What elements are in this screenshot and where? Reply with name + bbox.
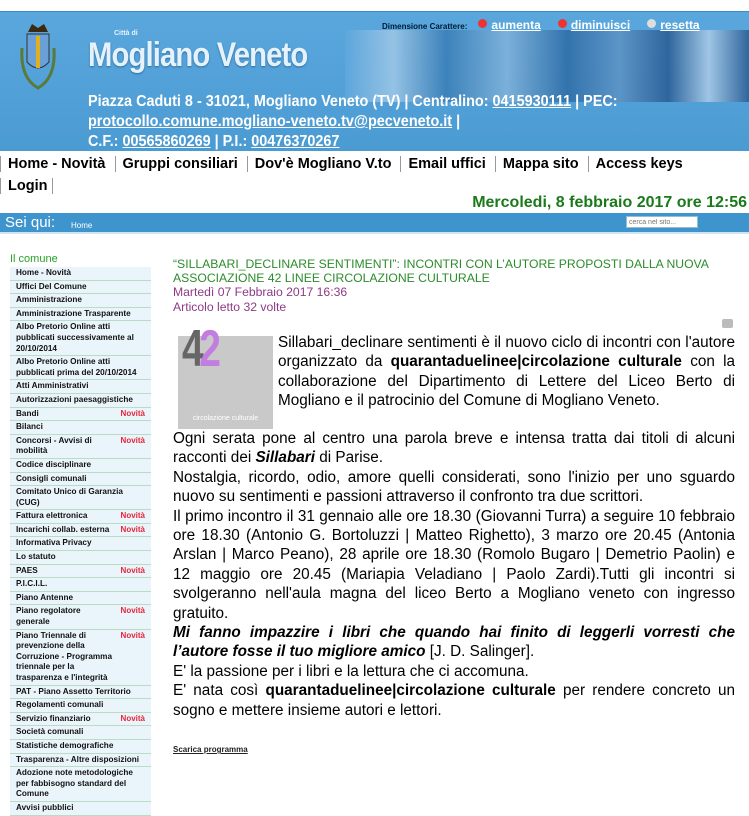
paragraph: Ogni serata pone al centro una parola breve e intensa tratta dai titoli di alcuni racconti dei Sillabari di Parise.: [173, 430, 735, 467]
pec-email-link[interactable]: protocollo.comune.mogliano-veneto.tv@pecveneto.it: [88, 113, 453, 130]
sidebar-item-label: Comitato Unico di Garanzia (CUG): [16, 487, 123, 507]
sidebar-item[interactable]: [10, 551, 151, 565]
site-header: [0, 11, 749, 151]
paragraph: E' la passione per i libri e la lettura che ci accomuna.: [173, 662, 529, 680]
paragraph: Il primo incontro il 31 gennaio alle ore 18.30 (Giovanni Turra) a seguire 10 febbraio ore 18.30 (Antonio G. Bortoluzzi | Matteo Righetto), 3 marzo ore 20.45 (Antonia Arslan | Marco Peano), 28 aprile ore 18.30 (Romolo Bugaro | Demetrio Paolin) e 12 maggio ore 20.45 (Mariapia Veladiano | Paolo Zardi).Tutti gli incontri si svolgeranno nell'aula magna del liceo Berto a Mogliano veneto con ingresso gratuito.: [173, 507, 735, 622]
nav-gruppi-consiliari[interactable]: Gruppi consiliari: [115, 156, 243, 172]
article-read-count: Articolo letto 32 volte: [173, 300, 287, 314]
sidebar-item[interactable]: [10, 802, 151, 816]
nav-home[interactable]: Home - Novità: [0, 156, 111, 172]
article-body: [173, 320, 736, 760]
new-badge: Novità: [120, 713, 145, 723]
sidebar-item-label: Home - Novità: [16, 268, 72, 277]
top-navigation: [0, 153, 690, 197]
phone-link[interactable]: 0415930111: [492, 93, 572, 110]
new-badge: Novità: [120, 630, 145, 640]
sidebar-item-label: Informativa Privacy: [16, 538, 92, 548]
paragraph: E' nata così quarantaduelinee|circolazione culturale per rendere concreto un sogno e mettere insieme autori e lettori.: [173, 682, 735, 719]
sidebar-item[interactable]: [10, 713, 151, 727]
pi-label: | P.I.:: [210, 133, 252, 150]
sidebar-item[interactable]: [10, 510, 151, 524]
sidebar-item[interactable]: [10, 308, 151, 322]
association-logo-image: [178, 320, 273, 429]
site-title[interactable]: Mogliano Veneto: [88, 36, 308, 74]
nav-login[interactable]: Login: [0, 178, 52, 194]
sidebar-title: Il comune: [10, 253, 58, 265]
sidebar-item[interactable]: [10, 754, 151, 768]
pi-link[interactable]: 00476370267: [251, 133, 340, 150]
sidebar-item[interactable]: [10, 767, 151, 802]
sidebar-item[interactable]: [10, 565, 151, 579]
current-date: Mercoledi, 8 febbraio 2017 ore 12:56: [472, 194, 747, 211]
font-decrease-link[interactable]: diminuisci: [570, 18, 631, 32]
sidebar-item-label: P.I.C.I.L.: [16, 579, 48, 589]
logo-digit: 2: [199, 320, 217, 378]
new-badge: Novità: [120, 408, 145, 418]
sidebar-item-label: Consigli comunali: [16, 473, 87, 483]
sidebar-item-label: PAT - Piano Assetto Territorio: [16, 686, 131, 696]
new-badge: Novità: [120, 606, 145, 616]
font-reset-link[interactable]: resetta: [660, 18, 700, 32]
sidebar-item-label: Incarichi collab. esterna: [16, 524, 110, 534]
sidebar-item-label: Società comunali: [16, 727, 84, 737]
sidebar-item-label: Albo Pretorio Online atti pubblicati prima del 20/10/2014: [16, 357, 137, 377]
logo-digit: 4: [182, 320, 200, 378]
breadcrumb-label: Sei qui:: [5, 214, 56, 231]
sidebar-item-label: Regolamenti comunali: [16, 700, 104, 710]
sidebar-item-label: Albo Pretorio Online atti pubblicati successivamente al 20/10/2014: [16, 322, 134, 353]
new-badge: Novità: [120, 565, 145, 575]
sidebar-item-label: Statistiche demografiche: [16, 740, 114, 750]
article-date: Martedì 07 Febbraio 2017 16:36: [173, 285, 348, 299]
sidebar-item-label: Atti Amministrativi: [16, 381, 89, 391]
font-size-label: Dimensione Carattere:: [382, 22, 468, 31]
plus-icon: [478, 19, 487, 28]
sidebar-item-label: Fattura elettronica: [16, 511, 88, 521]
sidebar-item[interactable]: [10, 267, 151, 281]
sidebar-item-label: Piano regolatore generale: [16, 606, 81, 627]
paragraph: Nostalgia, ricordo, odio, amore quelli considerati, sono l'inizio per uno sguardo nuovo su sentimenti e passioni attraverso il confronto tra due scrittori.: [173, 468, 735, 506]
sidebar-item[interactable]: [10, 435, 151, 459]
breadcrumb: [0, 213, 749, 234]
sidebar-menu: [10, 267, 151, 816]
sidebar-item[interactable]: [10, 699, 151, 713]
breadcrumb-home[interactable]: Home: [71, 221, 93, 230]
sidebar-item[interactable]: [10, 421, 151, 435]
city-coat-of-arms-logo: [18, 18, 58, 96]
sidebar-item[interactable]: [10, 294, 151, 308]
separator: |: [452, 113, 461, 130]
sidebar-item[interactable]: [10, 592, 151, 606]
article-title: “SILLABARI_DECLINARE SENTIMENTI”: INCONTRI CON L’AUTORE PROPOSTI DALLA NUOVA ASSOCIAZIONE 42 LINEE CIRCOLAZIONE CULTURALE: [173, 257, 709, 285]
print-icon[interactable]: [722, 319, 733, 328]
paragraph: Sillabari_declinare sentimenti è il nuovo ciclo di incontri con l'autore organizzato da quarantaduelinee|circolazione culturale con la collaborazione del Dipartimento di Lettere del Liceo Berto di Mogliano e il patrocinio del Comune di Mogliano Veneto.: [278, 334, 736, 410]
sidebar-item[interactable]: [10, 459, 151, 473]
sidebar-item-label: Bandi: [16, 408, 39, 418]
sidebar-item-label: Adozione note metodologiche per fabbisogno standard del Comune: [16, 768, 133, 799]
sidebar-item[interactable]: [10, 380, 151, 394]
sidebar-item-label: Amministrazione Trasparente: [16, 308, 131, 318]
nav-access-keys[interactable]: Access keys: [588, 156, 688, 172]
sidebar-item[interactable]: [10, 726, 151, 740]
font-size-controls: [382, 18, 714, 32]
sidebar-item[interactable]: [10, 605, 151, 629]
search-input[interactable]: [626, 216, 698, 228]
sidebar-item[interactable]: [10, 537, 151, 551]
sidebar-item-label: Piano Triennale di prevenzione della Corruzione - Programma triennale per la trasparenza e l'integrità: [16, 630, 112, 682]
download-program-link[interactable]: Scarica programma: [173, 745, 248, 755]
sidebar-item[interactable]: [10, 578, 151, 592]
sidebar-item[interactable]: [10, 408, 151, 422]
sidebar-item-label: Trasparenza - Altre disposizioni: [16, 754, 139, 764]
sidebar-item-label: Servizio finanziario: [16, 713, 91, 723]
cf-link[interactable]: 00565860269: [122, 133, 211, 150]
sidebar-item[interactable]: [10, 686, 151, 700]
contact-info: [88, 92, 702, 152]
sidebar-item[interactable]: [10, 394, 151, 408]
quote: Mi fanno impazzire i libri che quando hai finito di leggerli vorresti che l’autore fosse il tuo migliore amico [J. D. Salinger].: [173, 624, 735, 661]
sidebar-item[interactable]: [10, 740, 151, 754]
sidebar-item-label: Codice disciplinare: [16, 459, 92, 469]
reset-icon: [647, 19, 656, 28]
address-text: Piazza Caduti 8 - 31021, Mogliano Veneto (TV) | Centralino:: [88, 93, 493, 110]
sidebar-item[interactable]: [10, 630, 151, 686]
logo-caption: circolazione culturale: [178, 409, 273, 428]
sidebar-item[interactable]: [10, 486, 151, 510]
sidebar-item[interactable]: [10, 356, 151, 380]
font-increase-link[interactable]: aumenta: [491, 18, 541, 32]
new-badge: Novità: [120, 524, 145, 534]
sidebar-item-label: Autorizzazioni paesaggistiche: [16, 394, 133, 404]
sidebar-item-label: Uffici Del Comune: [16, 281, 87, 291]
nav-dove-mogliano[interactable]: Dov'è Mogliano V.to: [247, 156, 397, 172]
sidebar-item[interactable]: [10, 281, 151, 295]
sidebar-item-label: Amministrazione: [16, 295, 82, 305]
sidebar-item-label: Concorsi - Avvisi di mobilità: [16, 435, 92, 456]
sidebar-item-label: Bilanci: [16, 422, 43, 432]
sidebar-item[interactable]: [10, 321, 151, 356]
sidebar: [10, 253, 151, 816]
nav-email-uffici[interactable]: Email uffici: [400, 156, 490, 172]
sidebar-item[interactable]: [10, 473, 151, 487]
sidebar-item-label: Avvisi pubblici: [16, 802, 74, 812]
sidebar-item-label: Lo statuto: [16, 552, 56, 562]
pec-label: | PEC:: [571, 93, 618, 110]
sidebar-item[interactable]: [10, 524, 151, 538]
city-prefix: Città di: [114, 30, 138, 37]
new-badge: Novità: [120, 511, 145, 521]
nav-mappa-sito[interactable]: Mappa sito: [495, 156, 584, 172]
sidebar-item-label: PAES: [16, 565, 38, 575]
minus-icon: [558, 19, 567, 28]
article: [173, 257, 735, 760]
cf-label: C.F.:: [88, 133, 123, 150]
sidebar-item-label: Piano Antenne: [16, 592, 74, 602]
new-badge: Novità: [120, 435, 145, 445]
